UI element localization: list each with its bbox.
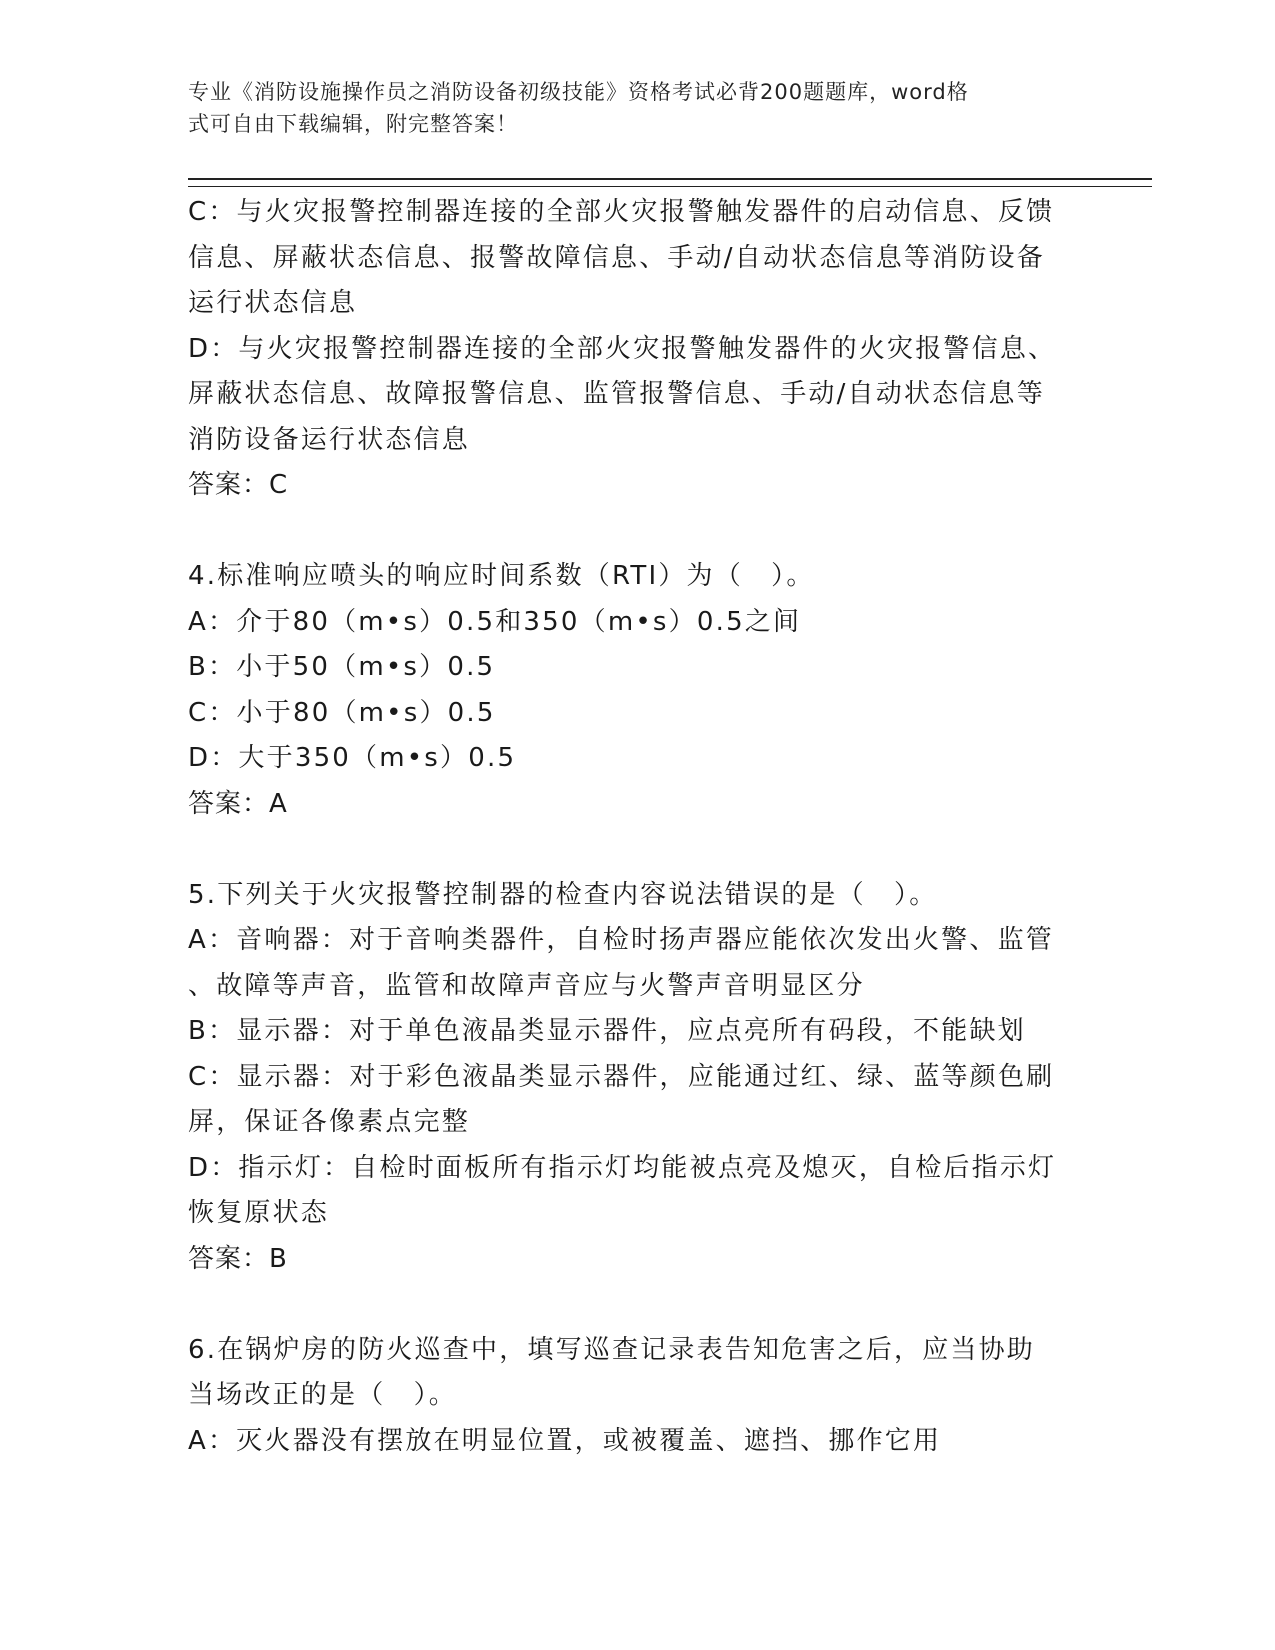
question-3-continued (188, 190, 1088, 509)
question-6 (188, 1328, 1088, 1465)
q6-stem-line-1: 6.在锅炉房的防火巡查中，填写巡查记录表告知危害之后，应当协助 (188, 1334, 1036, 1365)
q3-option-c-line-2: 信息、屏蔽状态信息、报警故障信息、手动/自动状态信息等消防设备 (188, 242, 1045, 273)
q5-option-a-line-1: A：音响器：对于音响类器件，自检时扬声器应能依次发出火警、监管 (188, 925, 1054, 955)
q3-answer: 答案：C (188, 470, 289, 500)
question-5 (188, 873, 1088, 1283)
q3-option-c-line-1: C：与火灾报警控制器连接的全部火灾报警触发器件的启动信息、反馈 (188, 197, 1055, 227)
question-4 (188, 554, 1088, 827)
q6-stem-line-2: 当场改正的是（ ）。 (188, 1380, 458, 1410)
q4-option-d: D：大于350（m•s）0.5 (188, 743, 517, 773)
spacer (188, 1282, 1088, 1328)
q3-option-d-line-3: 消防设备运行状态信息 (188, 424, 471, 455)
spacer (188, 827, 1088, 873)
q3-option-c-line-3: 运行状态信息 (188, 288, 358, 318)
spacer (188, 509, 1088, 555)
q4-option-b: B：小于50（m•s）0.5 (188, 652, 496, 682)
q5-option-d-line-1: D：指示灯：自检时面板所有指示灯均能被点亮及熄灭，自检后指示灯 (188, 1152, 1057, 1183)
q3-option-d-line-2: 屏蔽状态信息、故障报警信息、监管报警信息、手动/自动状态信息等 (188, 379, 1045, 409)
q5-option-c-line-1: C：显示器：对于彩色液晶类显示器件，应能通过红、绿、蓝等颜色刷 (188, 1061, 1055, 1092)
document-body (188, 190, 1088, 1464)
q4-stem: 4.标准响应喷头的响应时间系数（RTI）为（ ）。 (188, 561, 815, 591)
header-divider (188, 178, 1152, 187)
q5-option-a-line-2: 、故障等声音，监管和故障声音应与火警声音明显区分 (188, 970, 865, 1001)
q5-option-d-line-2: 恢复原状态 (188, 1198, 330, 1228)
header-line-2: 式可自由下载编辑，附完整答案！ (188, 112, 518, 136)
q6-option-a: A：灭火器没有摆放在明显位置，或被覆盖、遮挡、挪作它用 (188, 1425, 942, 1456)
q5-stem: 5.下列关于火灾报警控制器的检查内容说法错误的是（ ）。 (188, 879, 938, 910)
page-header (188, 76, 1068, 140)
q5-option-c-line-2: 屏，保证各像素点完整 (188, 1107, 471, 1137)
q3-option-d-line-1: D：与火灾报警控制器连接的全部火灾报警触发器件的火灾报警信息、 (188, 333, 1057, 364)
q4-option-a: A：介于80（m•s）0.5和350（m•s）0.5之间 (188, 606, 802, 637)
header-line-1: 专业《消防设施操作员之消防设备初级技能》资格考试必背200题题库，word格 (188, 80, 969, 104)
q5-option-b: B：显示器：对于单色液晶类显示器件，应点亮所有码段，不能缺划 (188, 1016, 1026, 1046)
q4-option-c: C：小于80（m•s）0.5 (188, 697, 496, 728)
q4-answer: 答案：A (188, 788, 288, 819)
q5-answer: 答案：B (188, 1243, 288, 1274)
